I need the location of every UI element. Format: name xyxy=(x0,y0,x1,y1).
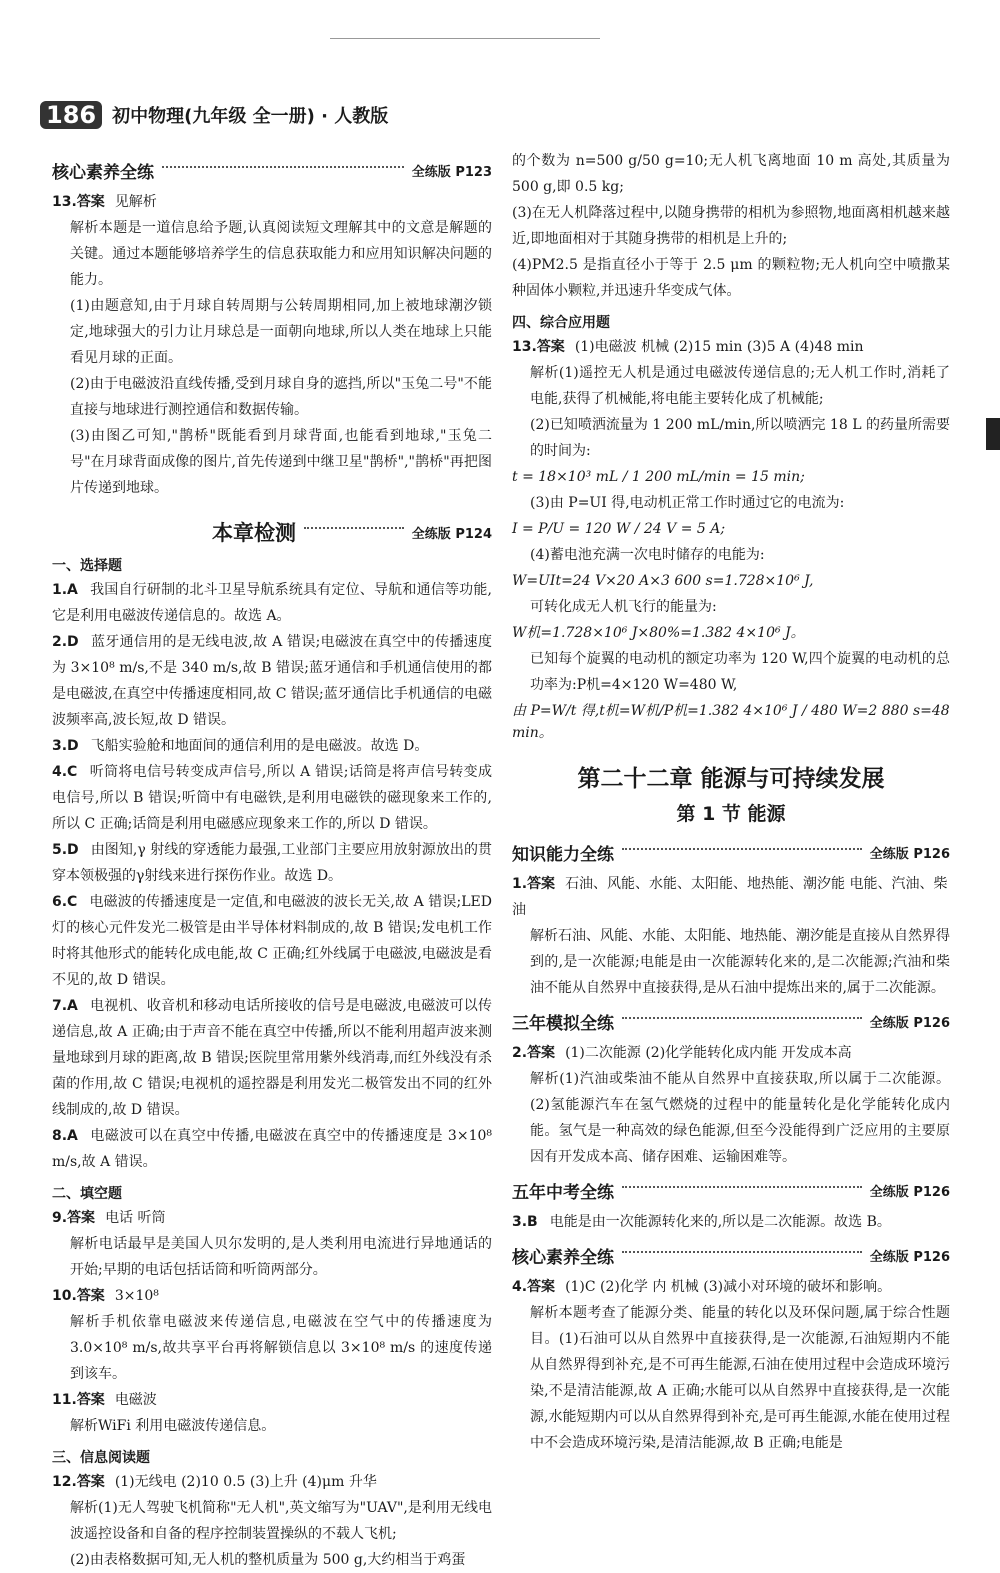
band-ref: 全练版 P126 xyxy=(869,1185,950,1200)
category-heading: 四、综合应用题 xyxy=(512,315,610,331)
analysis-text: 电话最早是美国人贝尔发明的,是人类利用电流进行异地通话的开始;早期的电话包括话筒和听筒两部分。 xyxy=(70,1236,492,1278)
top-rule xyxy=(330,38,600,39)
band-dots xyxy=(622,1186,862,1188)
answer-text: 石油、风能、水能、太阳能、地热能、潮汐能 电能、汽油、柴油 xyxy=(512,876,948,918)
page-header xyxy=(40,100,388,130)
q-num: 9. xyxy=(52,1210,68,1226)
band-title: 知识能力全练 xyxy=(512,845,614,865)
q-num: 3.D xyxy=(52,738,79,754)
analysis xyxy=(512,1300,950,1456)
analysis-text: (1)无人驾驶飞机简称"无人机",英文缩写为"UAV",是利用无线电波遥控设备和自备的程序控制装置操纵的不载人飞机; xyxy=(70,1500,492,1542)
formula: W=UIt=24 V×20 A×3 600 s=1.728×10⁶ J, xyxy=(512,573,814,589)
side-tab-marker xyxy=(986,418,1000,450)
answer-label: 答案 xyxy=(527,1279,556,1295)
question-answer xyxy=(52,1283,492,1309)
continued-text: 的个数为 n=500 g/50 g=10;无人机飞离地面 10 m 高处,其质量为 500 g,即 0.5 kg; xyxy=(512,153,950,195)
analysis-text: 可转化成无人机飞行的能量为: xyxy=(530,599,717,615)
analysis-label: 解析 xyxy=(530,928,558,944)
mc-answer xyxy=(52,629,492,733)
q-num: 7.A xyxy=(52,998,78,1014)
analysis xyxy=(52,215,492,293)
analysis-text: (1)由题意知,由于月球自转周期与公转周期相同,加上被地球潮汐锁定,地球强大的引力让月球总是一面朝向地球,所以人类在地球上只能看见月球的正面。 xyxy=(70,298,492,366)
q-text: 电视机、收音机和移动电话所接收的信号是电磁波,电磁波可以传递信息,故 A 正确;由于声音不能在真空中传播,所以不能利用超声波来测量地球到月球的距离,故 B 错误;医院里常用紫外线消毒,而红外线没有杀菌的作用,故 C 错误;电视机的遥控器是利用发光二极管发出不同的红外线制成的,故 D 错误。 xyxy=(52,998,492,1118)
category-heading: 三、信息阅读题 xyxy=(52,1450,150,1466)
band-title: 本章检测 xyxy=(212,521,296,545)
mc-answer xyxy=(52,733,492,759)
analysis-text: (1)汽油或柴油不能从自然界中直接获取,所以属于二次能源。(2)氢能源汽车在氢气燃烧的过程中的能量转化是化学能转化成内能。氢气是一种高效的绿色能源,但至今没能得到广泛应用的主要原因有开发成本高、储存困难、运输困难等。 xyxy=(530,1071,950,1165)
analysis-text: (2)由于电磁波沿直线传播,受到月球自身的遮挡,所以"玉兔二号"不能直接与地球进行测控通信和数据传输。 xyxy=(70,376,492,418)
analysis xyxy=(52,1413,492,1439)
analysis-text: 手机依靠电磁波来传递信息,电磁波在空气中的传播速度为 3.0×10⁸ m/s,故共享平台再将解锁信息以 3×10⁸ m/s 的速度传递到该车。 xyxy=(70,1314,493,1382)
answer-text: (1)电磁波 机械 (2)15 min (3)5 A (4)48 min xyxy=(574,339,864,355)
question-answer xyxy=(52,1469,492,1495)
section-band xyxy=(512,1178,950,1203)
analysis xyxy=(52,1309,492,1387)
mc-answer xyxy=(52,889,492,993)
band-title: 核心素养全练 xyxy=(512,1248,614,1268)
q-num: 10. xyxy=(52,1288,77,1304)
q-num: 2.D xyxy=(52,634,79,650)
answer-text: (1)C (2)化学 内 机械 (3)减小对环境的破坏和影响。 xyxy=(565,1279,892,1295)
section-band xyxy=(512,840,950,865)
answer-label: 答案 xyxy=(76,1474,105,1490)
q-text: 由图知,γ 射线的穿透能力最强,工业部门主要应用放射源放出的贯穿本领极强的γ射线来进行探伤作业。故选 D。 xyxy=(52,842,492,884)
analysis xyxy=(512,1066,950,1170)
analysis xyxy=(52,1495,492,1547)
analysis-label: 解析 xyxy=(70,1314,101,1330)
analysis xyxy=(512,360,950,412)
question-answer xyxy=(512,334,950,360)
answer-text: (1)无线电 (2)10 0.5 (3)上升 (4)μm 升华 xyxy=(114,1474,377,1490)
section-title: 第 1 节 能源 xyxy=(676,803,786,825)
answer-text: 见解析 xyxy=(114,194,157,210)
mc-answer xyxy=(52,993,492,1123)
answer-label: 答案 xyxy=(536,339,565,355)
band-ref: 全练版 P126 xyxy=(869,1016,950,1031)
analysis-label: 解析 xyxy=(530,365,559,381)
answer-text: 3×10⁸ xyxy=(114,1288,159,1304)
analysis-text: (1)遥控无人机是通过电磁波传递信息的;无人机工作时,消耗了电能,获得了机械能,将电能主要转化成了机械能; xyxy=(530,365,951,407)
book-title: 初中物理(九年级 全一册) · 人教版 xyxy=(112,106,389,127)
page-number: 186 xyxy=(40,101,102,129)
analysis-label: 解析 xyxy=(70,220,99,236)
band-ref: 全练版 P124 xyxy=(411,526,492,542)
section-band xyxy=(512,1009,950,1034)
band-title: 核心素养全练 xyxy=(52,163,154,183)
mc-answer xyxy=(512,1209,950,1235)
band-title: 三年模拟全练 xyxy=(512,1014,614,1034)
analysis-text: 石油、风能、水能、太阳能、地热能、潮汐能是直接从自然界得到的,是一次能源;电能是由一次能源转化来的,是二次能源;汽油和柴油不能从自然界中直接获得,是从石油中提炼出来的,属于二次能源。 xyxy=(530,928,950,996)
q-num: 4. xyxy=(512,1279,528,1295)
q-num: 12. xyxy=(52,1474,77,1490)
question-answer xyxy=(512,871,950,923)
answer-label: 答案 xyxy=(67,1210,96,1226)
band-ref: 全练版 P126 xyxy=(869,847,950,862)
q-num: 8.A xyxy=(52,1128,78,1144)
band-dots xyxy=(622,848,862,850)
band-ref: 全练版 P123 xyxy=(411,165,492,180)
analysis-text: 本题考查了能源分类、能量的转化以及环保问题,属于综合性题目。(1)石油可以从自然界中直接获得,是一次能源,石油短期内不能从自然界得到补充,是不可再生能源,石油在使用过程中会造成环境污染,不是清洁能源,故 A 正确;水能可以从自然界中直接获得,是一次能源,水能短期内可以从自然界得到补充,是可再生能源,水能在使用过程中不会造成环境污染,是清洁能源,故 B 正确;电能是 xyxy=(530,1305,951,1451)
answer-label: 答案 xyxy=(76,1288,105,1304)
answer-label: 答案 xyxy=(76,194,105,210)
left-column xyxy=(52,150,492,1573)
analysis-text: (3)由 P=UI 得,电动机正常工作时通过它的电流为: xyxy=(530,495,845,511)
continued-text: (3)在无人机降落过程中,以随身携带的相机为参照物,地面离相机越来越近,即地面相对于其随身携带的相机是上升的; xyxy=(512,205,950,247)
formula: W机=1.728×10⁶ J×80%=1.382 4×10⁶ J。 xyxy=(512,625,805,641)
section-band xyxy=(512,1243,950,1268)
answer-label: 答案 xyxy=(527,1045,556,1061)
band-dots xyxy=(162,166,404,168)
analysis-text: (3)由图乙可知,"鹊桥"既能看到月球背面,也能看到地球,"玉兔二号"在月球背面成像的图片,首先传递到中继卫星"鹊桥","鹊桥"再把图片传递到地球。 xyxy=(70,428,492,496)
mc-answer xyxy=(52,837,492,889)
band-dots xyxy=(622,1017,862,1019)
q-text: 电磁波的传播速度是一定值,和电磁波的波长无关,故 A 错误;LED 灯的核心元件发光二极管是由半导体材料制成的,故 B 错误;发电机工作时将其他形式的能转化成电能,故 C 正确;红外线属于电磁波,电磁波是看不见的,故 D 错误。 xyxy=(52,894,492,988)
formula: 由 P=W/t 得,t机=W机/P机=1.382 4×10⁶ J / 480 W=2 880 s=48 min。 xyxy=(512,703,950,741)
answer-text: 电磁波 xyxy=(114,1392,157,1408)
q-text: 电磁波可以在真空中传播,电磁波在真空中的传播速度是 3×10⁸ m/s,故 A 错误。 xyxy=(52,1128,492,1170)
mc-answer xyxy=(52,1123,492,1175)
question-answer xyxy=(52,1387,492,1413)
chapter-test-band xyxy=(52,517,492,547)
analysis-text: 本题是一道信息给予题,认真阅读短文理解其中的文意是解题的关键。通过本题能够培养学生的信息获取能力和应用知识解决问题的能力。 xyxy=(70,220,492,288)
q-num: 13. xyxy=(52,194,77,210)
q-num: 3.B xyxy=(512,1214,538,1230)
q-num: 4.C xyxy=(52,764,78,780)
answer-text: (1)二次能源 (2)化学能转化成内能 开发成本高 xyxy=(565,1045,852,1061)
answer-label: 答案 xyxy=(527,876,556,892)
band-title: 五年中考全练 xyxy=(512,1183,614,1203)
q-num: 13. xyxy=(512,339,537,355)
q-text: 蓝牙通信用的是无线电波,故 A 错误;电磁波在真空中的传播速度为 3×10⁸ m/s,不是 340 m/s,故 B 错误;蓝牙通信和手机通信使用的都是电磁波,在真空中传播速度相同,故 C 错误;蓝牙通信比手机通信的电磁波频率高,波长短,故 D 错误。 xyxy=(52,634,492,728)
q-num: 11. xyxy=(52,1392,77,1408)
analysis-label: 解析 xyxy=(70,1500,99,1516)
analysis-text: (2)已知喷洒流量为 1 200 mL/min,所以喷洒完 18 L 的药量所需要的时间为: xyxy=(530,417,950,459)
answer-text: 电话 听筒 xyxy=(105,1210,166,1226)
q-num: 1.A xyxy=(52,582,78,598)
q-text: 我国自行研制的北斗卫星导航系统具有定位、导航和通信等功能,它是利用电磁波传递信息的。故选 A。 xyxy=(52,582,492,624)
analysis xyxy=(512,923,950,1001)
q-num: 2. xyxy=(512,1045,528,1061)
right-column xyxy=(512,148,950,1456)
analysis-label: 解析 xyxy=(70,1236,99,1252)
band-dots xyxy=(622,1251,862,1253)
q-num: 5.D xyxy=(52,842,79,858)
analysis-text: WiFi 利用电磁波传递信息。 xyxy=(98,1418,276,1434)
mc-answer xyxy=(52,577,492,629)
band-ref: 全练版 P126 xyxy=(869,1250,950,1265)
q-text: 听筒将电信号转变成声信号,所以 A 错误;话筒是将声信号转变成电信号,所以 B 错误;听筒中有电磁铁,是利用电磁铁的磁现象来工作的,所以 C 正确;话筒是利用电磁感应现象来工作的,所以 D 错误。 xyxy=(52,764,492,832)
question-answer xyxy=(512,1040,950,1066)
q-num: 6.C xyxy=(52,894,78,910)
answer-label: 答案 xyxy=(76,1392,105,1408)
analysis-text: (2)由表格数据可知,无人机的整机质量为 500 g,大约相当于鸡蛋 xyxy=(70,1552,466,1568)
analysis xyxy=(52,1231,492,1283)
band-dots xyxy=(304,527,404,529)
mc-answer xyxy=(52,759,492,837)
section-band xyxy=(52,158,492,183)
chapter-title: 第二十二章 能源与可持续发展 xyxy=(577,766,885,792)
category-heading: 一、选择题 xyxy=(52,558,122,574)
category-heading: 二、填空题 xyxy=(52,1186,122,1202)
q-num: 1. xyxy=(512,876,528,892)
q-text: 飞船实验舱和地面间的通信利用的是电磁波。故选 D。 xyxy=(90,738,429,754)
analysis-label: 解析 xyxy=(70,1418,98,1434)
q-text: 电能是由一次能源转化来的,所以是二次能源。故选 B。 xyxy=(549,1214,891,1230)
question-answer xyxy=(52,1205,492,1231)
question-answer xyxy=(52,189,492,215)
question-answer xyxy=(512,1274,950,1300)
continued-text: (4)PM2.5 是指直径小于等于 2.5 μm 的颗粒物;无人机向空中喷撒某种固体小颗粒,并迅速升华变成气体。 xyxy=(512,257,950,299)
analysis-text: 已知每个旋翼的电动机的额定功率为 120 W,四个旋翼的电动机的总功率为:P机=4×120 W=480 W, xyxy=(530,651,950,693)
analysis-text: (4)蓄电池充满一次电时储存的电能为: xyxy=(530,547,765,563)
analysis-label: 解析 xyxy=(530,1305,559,1321)
analysis-label: 解析 xyxy=(530,1071,560,1087)
formula: t = 18×10³ mL / 1 200 mL/min = 15 min; xyxy=(512,469,805,485)
formula: I = P/U = 120 W / 24 V = 5 A; xyxy=(512,521,726,537)
